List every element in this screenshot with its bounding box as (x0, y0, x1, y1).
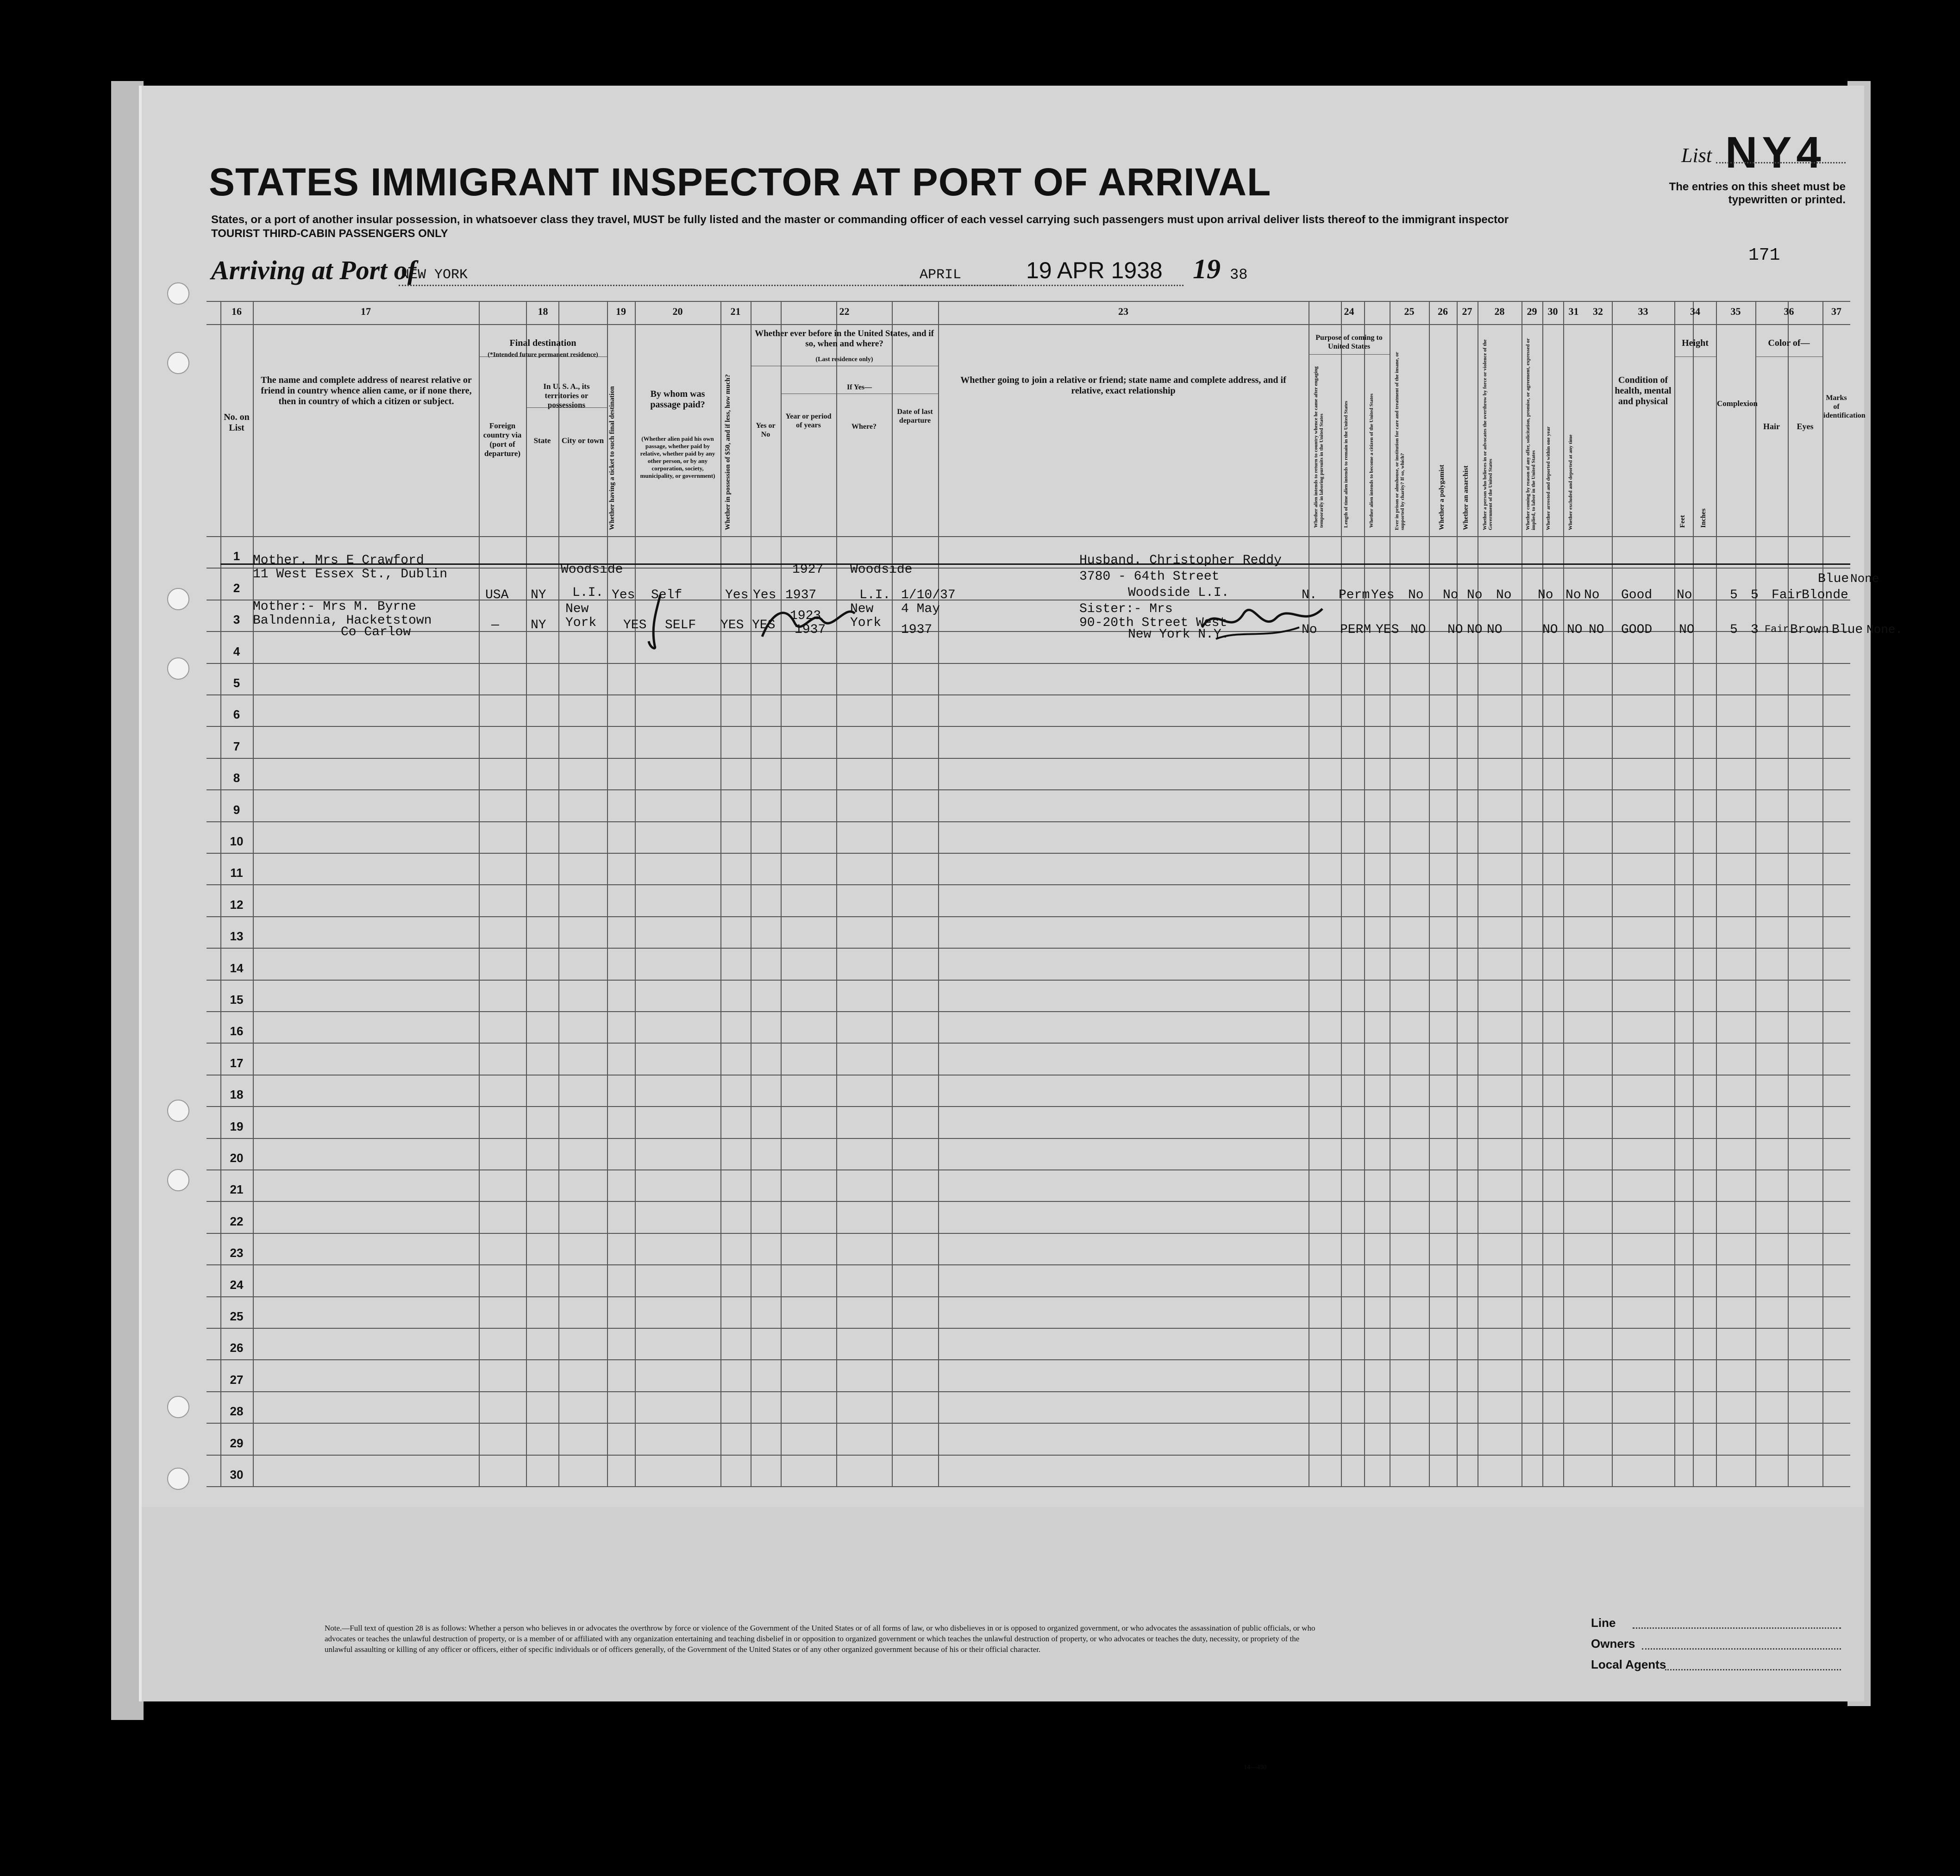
column-number: 21 (730, 306, 741, 317)
column-number: 35 (1730, 306, 1741, 317)
header-marks: Marks of identification (1823, 394, 1866, 419)
header-feet: Feet (1679, 515, 1686, 528)
where: New (850, 602, 874, 616)
header-color-of: Color of— (1768, 338, 1810, 348)
header-ever-before: Whether ever before in the United States, and if so, when and where? (755, 329, 934, 349)
header-no-on-list: No. on List (224, 412, 250, 433)
ever-before: YES (752, 618, 776, 632)
header-money: Whether in possession of $50, and if less, how much? (724, 374, 732, 530)
column-number: 19 (616, 306, 626, 317)
column-number: 20 (672, 306, 683, 317)
row-rule (207, 1486, 1850, 1487)
foreign-country: — (491, 618, 499, 632)
column-number: 27 (1462, 306, 1472, 317)
eye-color: Blue (1832, 623, 1863, 637)
list-value: NY4 (1725, 128, 1826, 177)
row-rule (207, 980, 1850, 981)
table-rule (526, 407, 607, 408)
page-title: STATES IMMIGRANT INSPECTOR AT PORT OF ARRIVAL (209, 160, 1271, 204)
where: Woodside (850, 563, 913, 577)
join-address-2: Woodside L.I. (1128, 586, 1229, 600)
where-2: L.I. (859, 588, 891, 602)
row-number: 10 (230, 834, 244, 848)
row-rule (207, 1391, 1850, 1392)
money: YES (720, 618, 744, 632)
row-rule (207, 1296, 1850, 1297)
deformed: No (1677, 588, 1692, 602)
binder-hole (167, 1169, 189, 1191)
hair-color: Brown (1790, 623, 1829, 637)
complexion: Fair (1772, 588, 1803, 602)
purpose-b: Perm (1339, 588, 1370, 602)
header-purpose-a: Whether alien intends to return to country whence he came after engaging temporarily in laboring pursuits in the United States (1313, 366, 1324, 528)
column-rule (781, 301, 782, 1486)
column-rule (720, 301, 721, 1486)
answer-27: NO (1467, 623, 1483, 637)
row-rule (207, 884, 1850, 885)
answer-31: No (1584, 588, 1600, 602)
form-number: 14—430 (1244, 1764, 1266, 1771)
row-number: 6 (233, 707, 240, 722)
row-rule (207, 1138, 1850, 1139)
column-rule (938, 301, 939, 1486)
row-rule (207, 853, 1850, 854)
purpose-a: N. (1302, 588, 1317, 602)
purpose-b: PERM (1340, 623, 1371, 637)
column-number: 26 (1438, 306, 1448, 317)
header-ticket: Whether having a ticket to such final destination (608, 386, 616, 530)
height-inches: 3 (1751, 623, 1759, 637)
city-2: York (565, 616, 597, 630)
list-underline (1716, 162, 1846, 163)
relative-address: Balndennia, Hacketstown (253, 613, 432, 628)
table-rule (207, 324, 1850, 325)
table-rule (207, 301, 1850, 302)
header-city: City or town (561, 436, 604, 445)
date-departure-2: 1937 (901, 623, 933, 637)
row-rule (207, 1106, 1850, 1107)
row-number: 15 (230, 993, 244, 1007)
city: Woodside (561, 563, 623, 577)
row-rule (207, 1011, 1850, 1012)
column-rule (220, 301, 221, 1486)
join-address: 3780 - 64th Street (1079, 569, 1220, 584)
date-departure: 4 May (901, 602, 940, 616)
purpose-c: Yes (1371, 588, 1395, 602)
row-number: 27 (230, 1372, 244, 1387)
city-2: L.I. (572, 586, 604, 600)
answer-25: No (1408, 588, 1424, 602)
table-rule (1755, 356, 1822, 357)
column-rule (607, 301, 608, 1486)
answer-30: NO (1567, 623, 1583, 637)
ticket: Yes (612, 588, 635, 602)
column-number: 31 (1568, 306, 1579, 317)
join-relative: Husband. Christopher Reddy (1079, 553, 1282, 568)
manifest-sheet (139, 86, 1903, 1771)
owners-field (1642, 1648, 1841, 1650)
where-2: York (850, 616, 882, 630)
row-number: 23 (230, 1246, 244, 1260)
column-rule (1364, 301, 1365, 1486)
header-prison: Ever in prison or almshouse, or institution for care and treatment of the insane, or supported by charity? If so, which? (1394, 352, 1405, 530)
row-number: 11 (230, 866, 243, 880)
header-ever-before-sub: (Last residence only) (815, 356, 873, 363)
row-number: 2 (233, 581, 240, 595)
row-number: 14 (230, 961, 244, 975)
height-feet: 5 (1730, 623, 1738, 637)
column-rule (1755, 301, 1756, 1486)
answer-29: NO (1542, 623, 1558, 637)
row-number: 12 (230, 897, 244, 912)
binder-hole (167, 1468, 189, 1490)
manifest-table (207, 301, 1866, 1486)
header-arrested: Whether arrested and deported within one year (1546, 426, 1551, 530)
header-inches: Inches (1700, 508, 1707, 528)
column-rule (635, 301, 636, 1486)
row-number: 8 (233, 771, 240, 785)
city: New (565, 602, 589, 616)
sheet-number: 171 (1748, 245, 1780, 265)
join-address-2: New York N.Y. (1128, 627, 1229, 642)
row-number: 28 (230, 1404, 244, 1419)
header-date-departure: Date of last departure (897, 408, 933, 425)
column-rule (1693, 301, 1694, 1486)
column-rule (1674, 301, 1675, 1486)
money: Yes (725, 588, 749, 602)
foreign-country: USA (485, 588, 509, 602)
answer-28: No (1496, 588, 1512, 602)
header-in-usa: In U. S. A., its territories or possessions (543, 382, 590, 409)
row-rule (207, 1455, 1850, 1456)
column-rule (1429, 301, 1430, 1486)
answer-26: NO (1447, 623, 1463, 637)
row-rule (207, 1169, 1850, 1170)
purpose-a: No (1302, 623, 1317, 637)
row-rule (207, 1328, 1850, 1329)
header-year: Year or period of years (785, 413, 832, 429)
column-rule (1457, 301, 1458, 1486)
row-rule (207, 694, 1850, 695)
column-number: 29 (1527, 306, 1537, 317)
column-number: 34 (1690, 306, 1700, 317)
header-anarchist: Whether an anarchist (1462, 465, 1470, 530)
row-number: 19 (230, 1119, 244, 1133)
header-final-destination: Final destination (509, 338, 576, 348)
row-number: 1 (233, 549, 240, 563)
row-rule (207, 1359, 1850, 1360)
column-number: 17 (361, 306, 371, 317)
column-number: 32 (1593, 306, 1603, 317)
eye-color: Blue (1818, 572, 1849, 586)
header-purpose: Purpose of coming to United States (1315, 334, 1383, 350)
row-rule (207, 1043, 1850, 1044)
join-address: 90-20th Street West (1079, 616, 1227, 630)
table-rule (1674, 356, 1716, 357)
relative-address: 11 West Essex St., Dublin (253, 567, 448, 582)
row-number: 26 (230, 1341, 244, 1355)
binder-hole (167, 282, 189, 305)
binder-hole (167, 352, 189, 374)
header-labor-offer: Whether coming by reason of any offer, solicitation, promise, or agreement, expressed or implied, to labor in the United States (1525, 338, 1536, 530)
header-overthrow: Whether a person who believes in or advocates the overthrow by force or violence of the Government of the United States (1482, 339, 1493, 530)
row-rule (207, 821, 1850, 822)
line-label: Line (1591, 1616, 1616, 1630)
relative-name: Mother:- Mrs M. Byrne (253, 600, 416, 614)
binder-hole (167, 1100, 189, 1122)
year-suffix: 38 (1230, 266, 1248, 283)
answer-29: No (1538, 588, 1553, 602)
row-number: 24 (230, 1277, 244, 1292)
header-passage-paid-sub: (Whether alien paid his own passage, whether paid by relative, whether paid by any other person, or by any corporation, society, municipality, or government) (640, 435, 715, 479)
subtitle-line-1: States, or a port of another insular possession, in whatsoever class they travel, MUST be fully listed and the master or commanding officer of each vessel carrying such passengers must upon arrival deliver lists thereof to the immigrant inspector (211, 213, 1509, 226)
row-number: 21 (230, 1182, 244, 1197)
row-rule (207, 758, 1850, 759)
column-rule (253, 301, 254, 1486)
list-label: List (1681, 144, 1712, 167)
purpose-c: YES (1376, 623, 1399, 637)
row-number: 25 (230, 1309, 244, 1323)
table-rule (1309, 354, 1390, 355)
header-eyes: Eyes (1797, 422, 1814, 431)
footnote-question-28: Note.—Full text of question 28 is as follows: Whether a person who believes in or advocates the overthrow by force or violence of the Government of the United States or of all forms of law, or who disbelieves in or is opposed to organized government, or who advocates the assassination of public officials, or who advocates or teaches the unlawful destruction of property, or is a member of or affiliated with any organization entertaining and teaching disbelief in or opposition to organized government or which teaches the unlawful destruction of property, or who advocates or teaches the duty, necessity, or propriety of the unlawful assaulting or killing of any officer or officers, either of specific individuals or of officers generally, of the Government of the United States or of any other organized government because of his or their official character. (325, 1624, 1315, 1654)
date-departure: 1/10/37 (901, 588, 956, 602)
row-rule (207, 916, 1850, 917)
health: Good (1621, 588, 1653, 602)
owners-label: Owners (1591, 1637, 1635, 1651)
column-rule (1542, 301, 1543, 1486)
arriving-label: Arriving at Port of (211, 255, 417, 285)
header-where: Where? (852, 423, 877, 431)
column-number: 16 (232, 306, 242, 317)
column-rule (1788, 301, 1789, 1486)
column-rule (1612, 301, 1613, 1486)
deformed: NO (1679, 623, 1695, 637)
identification-marks: None. (1866, 623, 1903, 637)
handwritten-check-mark (642, 590, 670, 655)
binder-hole (167, 588, 189, 610)
row-rule (207, 948, 1850, 949)
relative-county: Co Carlow (341, 625, 411, 639)
year-2: 1937 (785, 588, 817, 602)
header-passage-paid: By whom was passage paid? (650, 389, 705, 410)
year: 1927 (792, 563, 824, 577)
row-number: 3 (233, 613, 240, 627)
column-rule (892, 301, 893, 1486)
answer-26: No (1443, 588, 1459, 602)
header-state: State (533, 436, 551, 445)
binder-hole (167, 1396, 189, 1418)
ticket: YES (623, 618, 647, 632)
relative-name: Mother. Mrs E Crawford (253, 553, 424, 568)
passage-paid: Self (651, 588, 683, 602)
row-rule (207, 789, 1850, 790)
height-inches: 5 (1751, 588, 1759, 602)
column-number: 33 (1638, 306, 1648, 317)
header-complexion: Complexion (1717, 399, 1758, 408)
passage-paid: SELF (665, 618, 696, 632)
local-agents-field (1665, 1669, 1841, 1670)
row-number: 17 (230, 1056, 244, 1070)
ever-before: Yes (753, 588, 776, 602)
header-height: Height (1682, 338, 1709, 348)
column-number: 36 (1784, 306, 1794, 317)
row-number: 30 (230, 1468, 244, 1482)
column-rule (1563, 301, 1564, 1486)
row-number: 9 (233, 802, 240, 817)
column-rule (558, 301, 559, 1486)
port-value: NEW YORK (401, 267, 468, 283)
table-rule (207, 536, 1850, 537)
complexion: Fair (1765, 624, 1789, 635)
column-rule (1822, 301, 1823, 1486)
column-number: 22 (839, 306, 850, 317)
column-number: 23 (1118, 306, 1128, 317)
handwritten-signature (1197, 595, 1327, 646)
row-rule (207, 1423, 1850, 1424)
row-rule (207, 663, 1850, 664)
column-rule (836, 301, 837, 1486)
column-number: 30 (1547, 306, 1558, 317)
header-excluded: Whether excluded and deported at any time (1568, 434, 1573, 530)
header-relative: The name and complete address of nearest relative or friend in country whence alien came, or if none there, then in country of which a citizen or subject. (261, 375, 472, 406)
header-subtitle (211, 213, 1670, 241)
answer-28: NO (1487, 623, 1503, 637)
column-number: 18 (538, 306, 548, 317)
header-foreign-country: Foreign country via (port of departure) (483, 421, 522, 458)
header-join-relative: Whether going to join a relative or friend; state name and complete address, and if relative, exact relationship (960, 375, 1286, 396)
column-rule (479, 301, 480, 1486)
answer-27: No (1467, 588, 1483, 602)
local-agents-label: Local Agents (1591, 1657, 1666, 1671)
height-feet: 5 (1730, 588, 1738, 602)
year: 1923 (790, 609, 821, 623)
year-2: 1937 (795, 623, 826, 637)
answer-31: NO (1589, 623, 1604, 637)
row-number: 16 (230, 1024, 244, 1038)
date-stamp: 19 APR 1938 (1026, 257, 1163, 283)
row-number: 5 (233, 676, 240, 690)
state: NY (531, 618, 546, 632)
identification-marks: None (1850, 572, 1879, 586)
header-purpose-b: Length of time alien intends to remain in the United States (1343, 400, 1349, 528)
answer-25: NO (1410, 623, 1426, 637)
row-rule (207, 1201, 1850, 1202)
column-number: 37 (1831, 306, 1841, 317)
join-relative: Sister:- Mrs (1079, 602, 1173, 616)
header-if-yes: If Yes— (846, 383, 872, 391)
entries-note: The entries on this sheet must be typewritten or printed. (1669, 181, 1846, 206)
subtitle-line-2: TOURIST THIRD-CABIN PASSENGERS ONLY (211, 227, 448, 240)
row-rule (207, 1264, 1850, 1265)
row-number: 4 (233, 644, 240, 658)
header-yes-no: Yes or No (756, 422, 776, 438)
column-number: 24 (1344, 306, 1354, 317)
row-rule (207, 726, 1850, 727)
column-rule (1716, 301, 1717, 1486)
column-number: 28 (1494, 306, 1505, 317)
year-prefix: 19 (1193, 254, 1221, 284)
row-rule (207, 1233, 1850, 1234)
month-value: APRIL (920, 267, 962, 283)
binder-hole (167, 657, 189, 680)
answer-30: No (1565, 588, 1581, 602)
row-number: 20 (230, 1151, 244, 1165)
footer-area (142, 1507, 1864, 1701)
header-hair: Hair (1763, 422, 1780, 431)
health: GOOD (1621, 623, 1653, 637)
hair-color: Blonde (1802, 588, 1848, 602)
header-health: Condition of health, mental and physical (1615, 375, 1672, 406)
column-number: 25 (1404, 306, 1415, 317)
header-final-destination-sub: (*Intended future permanent residence) (488, 351, 598, 358)
column-rule (1341, 301, 1342, 1486)
row-number: 29 (230, 1436, 244, 1450)
header-polygamist: Whether a polygamist (1438, 464, 1446, 530)
line-field (1633, 1627, 1841, 1629)
row-rule (207, 568, 1850, 569)
table-rule (479, 356, 607, 357)
row-number: 18 (230, 1088, 244, 1102)
strikethrough-line (220, 563, 1850, 565)
handwritten-annotation (758, 595, 859, 646)
column-rule (526, 301, 527, 1486)
row-rule (207, 1075, 1850, 1076)
row-number: 7 (233, 739, 240, 753)
row-number: 13 (230, 929, 244, 944)
state: NY (531, 588, 546, 602)
row-number: 22 (230, 1214, 244, 1228)
date-underline (901, 285, 1184, 286)
header-purpose-c: Whether alien intends to become a citizen of the United States (1369, 393, 1374, 528)
